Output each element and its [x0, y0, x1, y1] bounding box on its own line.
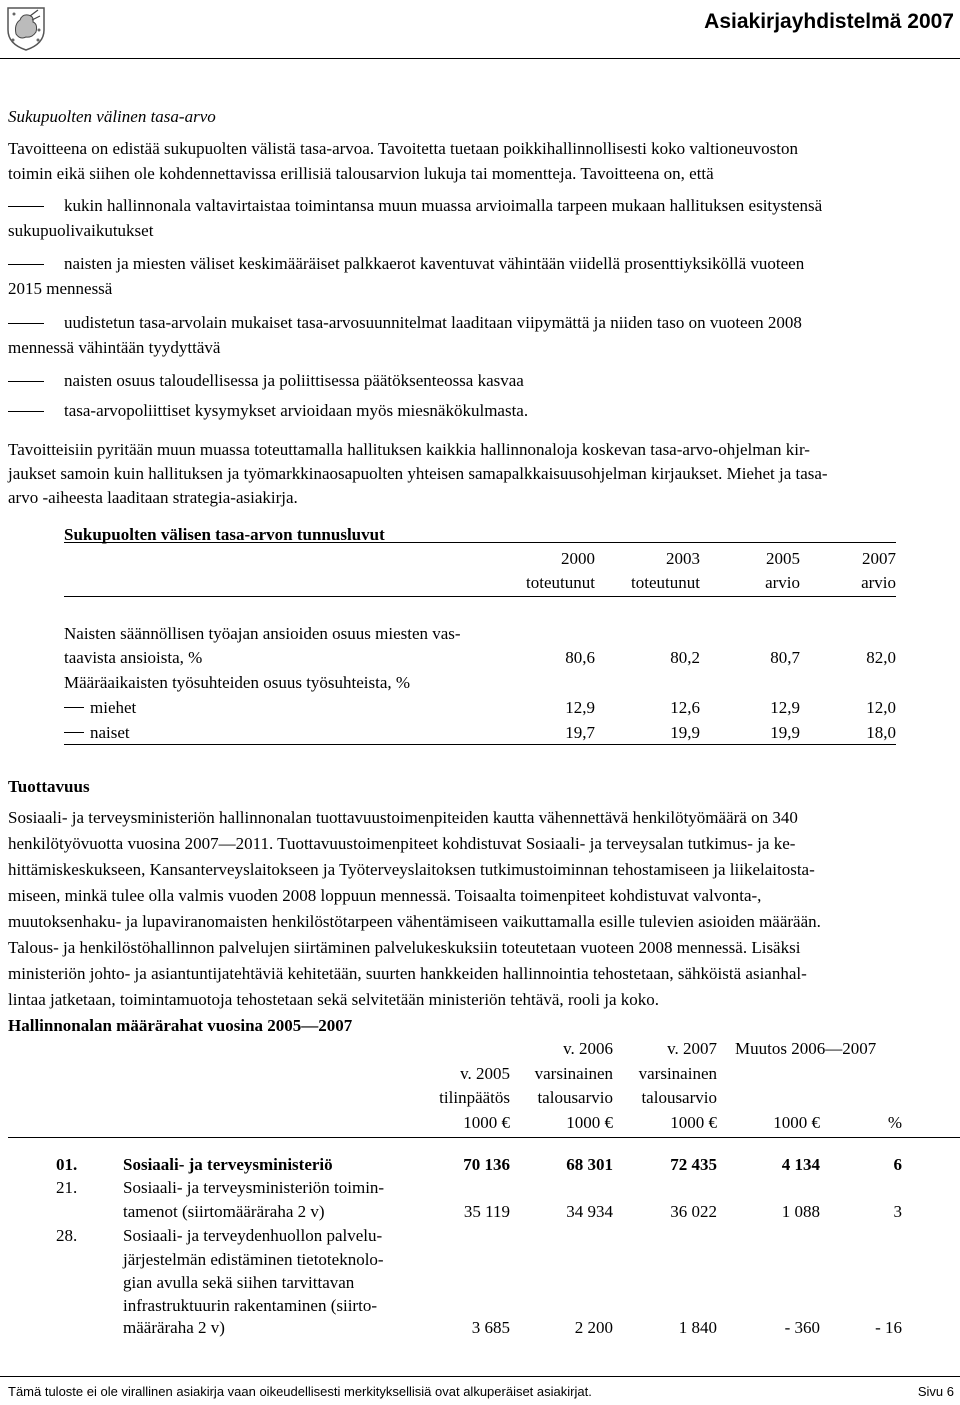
t2-unit: 1000 € [566, 1113, 613, 1132]
bullet-2-line-2: 2015 mennessä [8, 279, 113, 298]
t1-row4-label: naiset [90, 723, 130, 742]
bullet-1-line-1: kukin hallinnonala valtavirtaistaa toimintansa muun muassa arvioimalla tarpeen mukaan hallituksen esitystensä [64, 196, 823, 215]
productivity-line-8: lintaa jatketaan, toimintamuotoja tehostetaan sekä selvitetään ministeriön tehtävä, rooli ja koko. [8, 990, 659, 1009]
table2-title: Hallinnonalan määrärahat vuosina 2005—2007 [8, 1016, 353, 1035]
t2-row-value: 3 [893, 1202, 902, 1221]
t2-row-value: - 360 [784, 1318, 820, 1337]
t2-row-code: 21. [56, 1178, 78, 1197]
t1-row4-value: 19,9 [770, 723, 800, 742]
t1-row4-value: 18,0 [866, 723, 896, 742]
t1-row4-value: 19,7 [565, 723, 595, 742]
t2-h-muutos: Muutos 2006—2007 [735, 1039, 877, 1058]
t1-row1-value: 80,6 [565, 648, 595, 667]
t2-row-value: 6 [893, 1155, 902, 1174]
t2-unit: 1000 € [773, 1113, 820, 1132]
t1-row1-label-line-2: taavista ansioista, % [64, 648, 203, 667]
productivity-line-3: hittämiskeskukseen, Kansanterveyslaitokseen ja Työterveyslaitoksen tutkimustoiminnan tehostamiseen ja liikelaitosta- [8, 860, 815, 879]
table2-header-rule [8, 1137, 960, 1138]
t1-row1-label-line-1: Naisten säännöllisen työajan ansioiden osuus miesten vas- [64, 624, 461, 643]
t1-col-2000-type: toteutunut [526, 573, 595, 592]
t2-row-value: 3 685 [471, 1318, 510, 1337]
intro-line-1: Tavoitteena on edistää sukupuolten välistä tasa-arvoa. Tavoitetta tuetaan poikkihallinnollisesti koko valtioneuvoston [8, 139, 798, 158]
bullet-4-line-1: naisten osuus taloudellisessa ja poliittisessa päätöksenteossa kasvaa [64, 371, 524, 390]
t1-col-2000-year: 2000 [561, 549, 595, 568]
bullet-dash [8, 323, 44, 324]
t2-row-name: määräraha 2 v) [123, 1318, 225, 1337]
t2-h-v2005-l1: v. 2005 [460, 1064, 510, 1083]
t2-row-value: 70 136 [463, 1155, 510, 1174]
t1-col-2005-type: arvio [765, 573, 800, 592]
t2-h-v2007-l3: talousarvio [641, 1088, 717, 1107]
page-number: Sivu 6 [917, 1384, 954, 1399]
t2-row-code: 01. [56, 1155, 78, 1174]
t2-h-v2007-l1: v. 2007 [667, 1039, 717, 1058]
paragraph-2-line-1: Tavoitteisiin pyritään muun muassa toteuttamalla hallituksen kaikkia hallinnonaloja koskevan tasa-arvo-ohjelman kir- [8, 440, 810, 459]
bullet-3-line-2: mennessä vähintään tyydyttävä [8, 338, 221, 357]
bullet-3-line-1: uudistetun tasa-arvolain mukaiset tasa-arvosuunnitelmat laaditaan viipymättä ja niiden taso on vuoteen 2008 [64, 313, 802, 332]
t2-row-value: 4 134 [781, 1155, 820, 1174]
t1-col-2005-year: 2005 [766, 549, 800, 568]
productivity-line-6: Talous- ja henkilöstöhallinnon palvelujen siirtäminen palvelukeskuksiin toteutetaan vuoteen 2008 mennessä. Lisäksi [8, 938, 801, 957]
t2-row-name: Sosiaali- ja terveysministeriön toimin- [123, 1178, 385, 1197]
t2-row-value: 1 088 [781, 1202, 820, 1221]
t1-col-2007-type: arvio [861, 573, 896, 592]
t2-h-v2006-l3: talousarvio [537, 1088, 613, 1107]
bullet-1-line-2: sukupuolivaikutukset [8, 221, 154, 240]
t2-row-value: 36 022 [670, 1202, 717, 1221]
t1-row3-value: 12,6 [670, 698, 700, 717]
t2-h-v2007-l2: varsinainen [638, 1064, 717, 1083]
document-title: Asiakirjayhdistelmä 2007 [704, 10, 954, 33]
t2-row-name: tamenot (siirtomääräraha 2 v) [123, 1202, 325, 1221]
t1-col-2007-year: 2007 [862, 549, 896, 568]
t2-row-code: 28. [56, 1226, 78, 1245]
t1-col-2003-type: toteutunut [631, 573, 700, 592]
productivity-line-5: muutoksenhaku- ja lupaviranomaisten henkilöstötarpeen vähentämiseen vaikuttamalla esille tulevien asioiden määrään. [8, 912, 821, 931]
productivity-line-1: Sosiaali- ja terveysministeriön hallinnonalan tuottavuustoimenpiteiden kautta vähennettävä henkilötyömäärä on 340 [8, 808, 798, 827]
t1-row2-label: Määräaikaisten työsuhteiden osuus työsuhteista, % [64, 673, 411, 692]
t2-row-value: 68 301 [566, 1155, 613, 1174]
t2-h-v2005-l2: tilinpäätös [439, 1088, 510, 1107]
bullet-dash [8, 264, 44, 265]
bullet-dash [8, 381, 44, 382]
t2-row-name: järjestelmän edistäminen tietoteknolo- [123, 1250, 384, 1269]
productivity-line-2: henkilötyövuotta vuosina 2007—2011. Tuottavuustoimenpiteet kohdistuvat Sosiaali- ja terveysalan tutkimus- ja ke- [8, 834, 796, 853]
bullet-dash [8, 411, 44, 412]
row-dash [64, 707, 84, 708]
t2-row-value: 1 840 [678, 1318, 717, 1337]
t2-row-value: - 16 [875, 1318, 902, 1337]
t1-col-2003-year: 2003 [666, 549, 700, 568]
t2-unit: 1000 € [670, 1113, 717, 1132]
productivity-line-7: ministeriön johto- ja asiantuntijatehtäviä kehitetään, suurten hankkeiden hallinnointia tehostetaan, sähköistä asianhal- [8, 964, 807, 983]
paragraph-2-line-3: arvo -aiheesta laaditaan strategia-asiakirja. [8, 488, 298, 507]
t2-unit: 1000 € [463, 1113, 510, 1132]
t1-row3-value: 12,9 [565, 698, 595, 717]
bullet-5-line-1: tasa-arvopoliittiset kysymykset arvioidaan myös miesnäkökulmasta. [64, 401, 529, 420]
table1-bottom-rule [64, 744, 896, 745]
t1-row3-value: 12,0 [866, 698, 896, 717]
table1-top-rule [64, 542, 896, 543]
t2-row-name: Sosiaali- ja terveysministeriö [123, 1155, 333, 1174]
table1-header-rule [64, 596, 896, 597]
t2-h-v2006-l2: varsinainen [534, 1064, 613, 1083]
t1-row4-value: 19,9 [670, 723, 700, 742]
t2-row-name: infrastruktuurin rakentaminen (siirto- [123, 1296, 377, 1315]
bullet-dash [8, 206, 44, 207]
footer-divider [0, 1376, 960, 1377]
t1-row3-label: miehet [90, 698, 137, 717]
t2-h-v2006-l1: v. 2006 [563, 1039, 613, 1058]
t1-row1-value: 80,2 [670, 648, 700, 667]
t2-row-value: 34 934 [566, 1202, 613, 1221]
section-heading-productivity: Tuottavuus [8, 777, 90, 796]
footer-note: Tämä tuloste ei ole virallinen asiakirja vaan oikeudellisesti merkityksellisiä ovat alkuperäiset asiakirjat. [8, 1384, 592, 1399]
t2-row-value: 2 200 [574, 1318, 613, 1337]
t1-row3-value: 12,9 [770, 698, 800, 717]
productivity-line-4: miseen, minkä tulee olla valmis vuoden 2008 loppuun mennessä. Toisaalta toimenpiteet kohdistuvat valvonta-, [8, 886, 762, 905]
row-dash [64, 732, 84, 733]
table1-title: Sukupuolten välisen tasa-arvon tunnusluvut [64, 525, 385, 544]
paragraph-2-line-2: jaukset samoin kuin hallituksen ja työmarkkinaosapuolten yhteisen samapalkkaisuusohjelman kirjaukset. Miehet ja tasa- [8, 464, 828, 483]
intro-line-2: toimin eikä siihen ole kohdennettavissa erillisiä talousarvion lukuja tai momentteja. Tavoitteena on, että [8, 164, 714, 183]
t1-row1-value: 80,7 [770, 648, 800, 667]
t2-row-name: Sosiaali- ja terveydenhuollon palvelu- [123, 1226, 383, 1245]
t2-row-value: 72 435 [670, 1155, 717, 1174]
coat-of-arms-lion-icon [4, 4, 48, 52]
header-divider [0, 58, 960, 59]
bullet-2-line-1: naisten ja miesten väliset keskimääräiset palkkaerot kaventuvat vähintään viidellä prosenttiyksiköllä vuoteen [64, 254, 805, 273]
t2-row-value: 35 119 [463, 1202, 510, 1221]
t2-unit-pct: % [887, 1113, 902, 1132]
t2-row-name: gian avulla sekä siihen tarvittavan [123, 1273, 355, 1292]
t1-row1-value: 82,0 [866, 648, 896, 667]
section-heading-equality: Sukupuolten välinen tasa-arvo [8, 107, 216, 126]
